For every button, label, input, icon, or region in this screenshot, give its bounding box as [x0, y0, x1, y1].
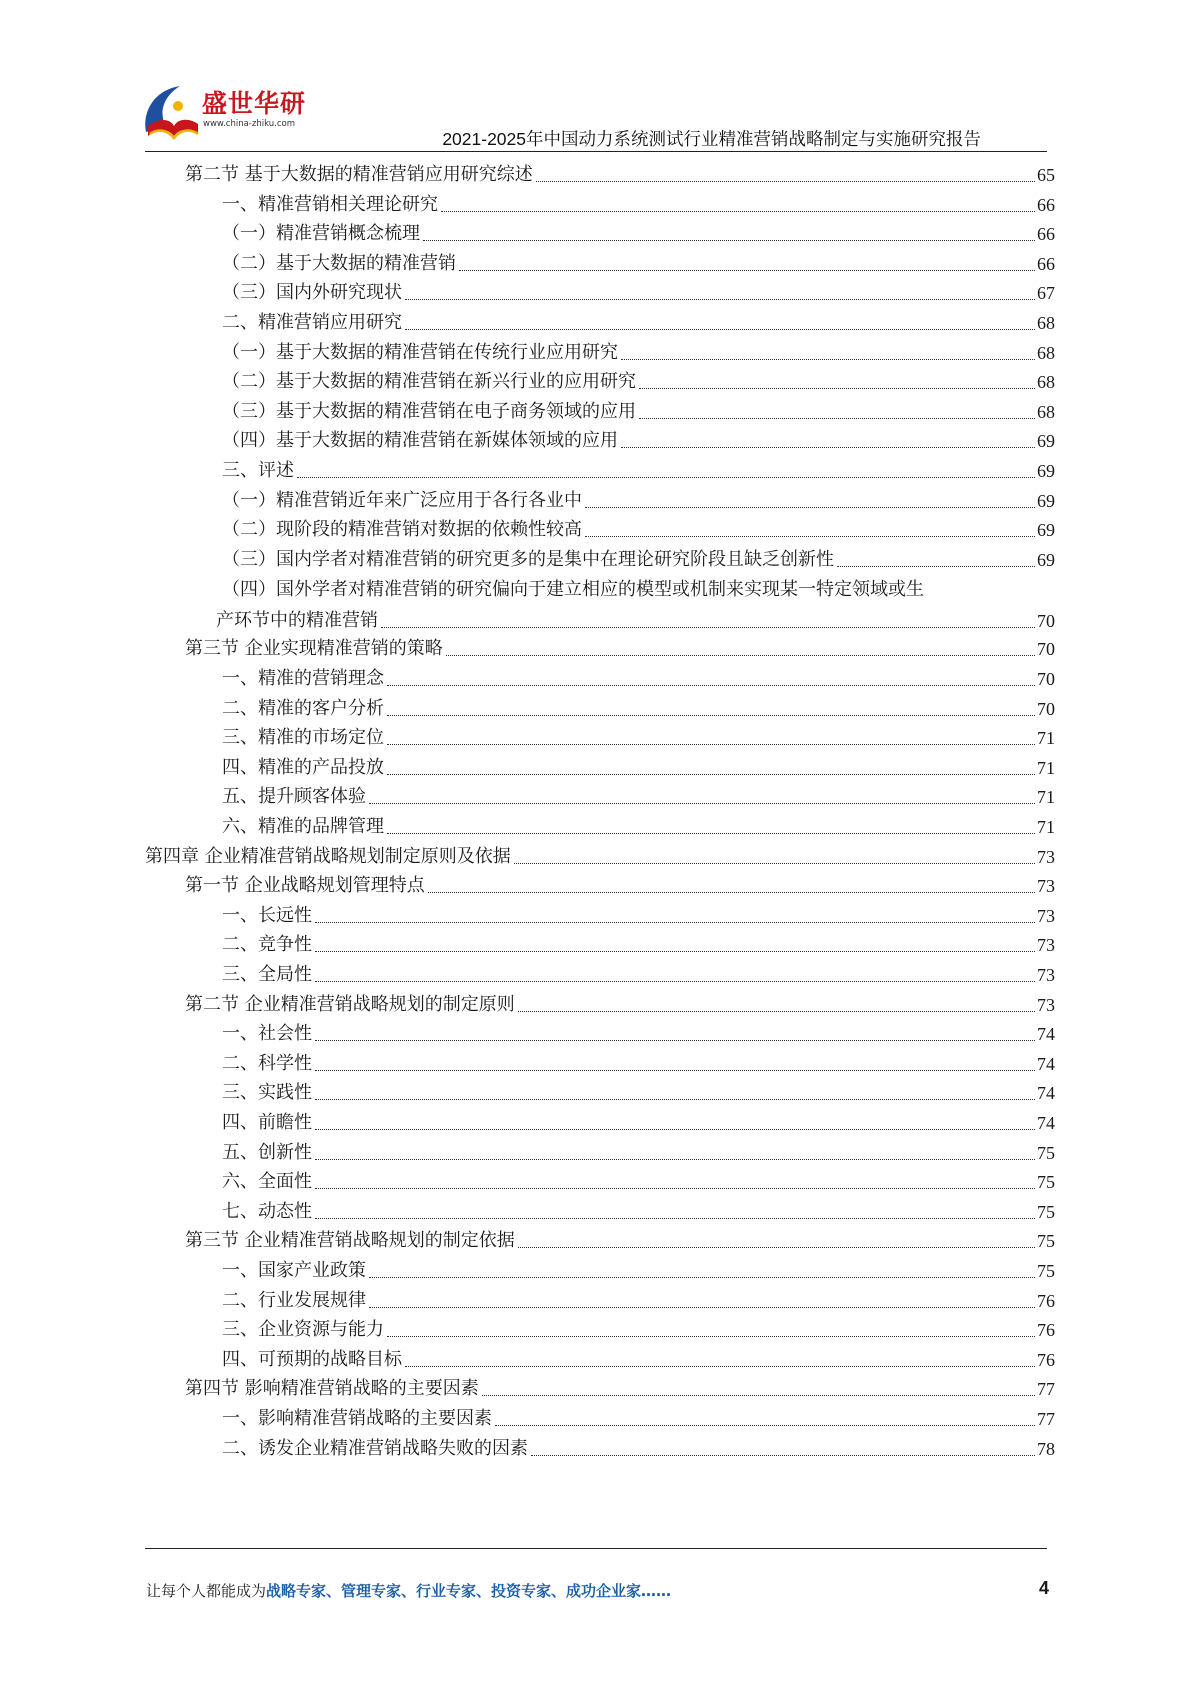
toc-page-number: 75 [1037, 1231, 1055, 1252]
toc-entry-label: 一、精准营销相关理论研究 [222, 193, 438, 215]
toc-entry[interactable] [222, 427, 1055, 455]
toc-page-number: 74 [1037, 1053, 1055, 1074]
toc-leader-dots [369, 1307, 1035, 1308]
toc-entry[interactable] [222, 191, 1055, 219]
toc-page-number: 71 [1037, 817, 1055, 837]
toc-page-number: 70 [1037, 639, 1055, 660]
toc-leader-dots [315, 922, 1035, 923]
toc-entry-label: 二、诱发企业精准营销战略失败的因素 [222, 1437, 528, 1459]
toc-page-number: 76 [1037, 1320, 1055, 1341]
header-divider [145, 151, 1047, 152]
toc-leader-dots [387, 685, 1035, 686]
toc-entry[interactable] [222, 1139, 1055, 1167]
toc-page-number: 76 [1037, 1290, 1055, 1311]
toc-entry[interactable] [222, 813, 1055, 841]
toc-entry[interactable] [222, 1435, 1055, 1463]
toc-page-number: 76 [1037, 1349, 1055, 1370]
toc-entry[interactable] [222, 250, 1055, 278]
toc-page-number: 69 [1037, 431, 1055, 452]
toc-page-number: 73 [1037, 994, 1055, 1015]
toc-leader-dots [405, 1366, 1035, 1367]
toc-leader-dots [446, 655, 1035, 656]
toc-entry[interactable] [185, 161, 1055, 189]
toc-entry[interactable] [222, 309, 1055, 337]
toc-entry-label: 一、长远性 [222, 904, 312, 926]
toc-page-number: 77 [1037, 1409, 1055, 1429]
toc-entry[interactable] [222, 1079, 1055, 1107]
toc-entry[interactable] [222, 1346, 1055, 1374]
toc-leader-dots [387, 774, 1035, 775]
toc-entry-label: （四）基于大数据的精准营销在新媒体领域的应用 [222, 430, 618, 452]
toc-entry-label: （一）基于大数据的精准营销在传统行业应用研究 [222, 341, 618, 363]
toc-leader-dots [482, 1395, 1035, 1396]
toc-entry-label: 一、精准的营销理念 [222, 668, 384, 689]
toc-leader-dots [536, 181, 1035, 182]
toc-leader-dots [837, 566, 1035, 567]
toc-leader-dots [315, 1070, 1035, 1071]
slogan-lead: 让每个人都能成为 [146, 1582, 267, 1600]
toc-leader-dots [387, 744, 1035, 745]
toc-entry-label: 第二节 基于大数据的精准营销应用研究综述 [185, 164, 533, 185]
toc-leader-dots [495, 1425, 1035, 1426]
toc-entry[interactable] [222, 1020, 1055, 1048]
toc-leader-dots [585, 507, 1035, 508]
toc-leader-dots [585, 536, 1035, 537]
toc-entry-label: 二、竞争性 [222, 934, 312, 956]
toc-entry-label: 二、精准营销应用研究 [222, 312, 402, 333]
toc-entry[interactable] [222, 368, 1055, 396]
toc-entry-label: 第三节 企业精准营销战略规划的制定依据 [185, 1230, 515, 1252]
footer-divider [145, 1548, 1047, 1549]
toc-entry[interactable] [222, 961, 1055, 989]
toc-entry-label: 四、前瞻性 [222, 1112, 312, 1133]
toc-entry-label: 五、创新性 [222, 1141, 312, 1163]
toc-entry-label: 一、影响精准营销战略的主要因素 [222, 1408, 492, 1429]
toc-page-number: 74 [1037, 1083, 1055, 1104]
toc-entry[interactable] [185, 635, 1055, 663]
toc-page-number: 75 [1037, 1142, 1055, 1163]
logo-wordmark: 盛世华研 [202, 89, 307, 118]
logo-url: www.china-zhiku.com [203, 119, 295, 129]
toc-leader-dots [405, 329, 1035, 330]
toc-entry[interactable] [222, 398, 1055, 426]
toc-leader-dots [639, 388, 1035, 389]
toc-entry-label: （二）现阶段的精准营销对数据的依赖性较高 [222, 519, 582, 541]
toc-entry-label: （三）国内学者对精准营销的研究更多的是集中在理论研究阶段且缺乏创新性 [222, 548, 834, 570]
toc-leader-dots [405, 299, 1035, 300]
toc-entry-label-cont: 产环节中的精准营销 [216, 610, 378, 632]
toc-page-number: 68 [1037, 342, 1055, 363]
toc-page-number: 73 [1037, 935, 1055, 956]
toc-entry-label: 第四章 企业精准营销战略规划制定原则及依据 [145, 845, 511, 867]
toc-page-number: 66 [1037, 253, 1055, 274]
toc-page-number: 70 [1037, 669, 1055, 689]
toc-entry[interactable] [222, 1168, 1055, 1196]
toc-leader-dots [315, 951, 1035, 952]
toc-entry-label: （三）国内外研究现状 [222, 282, 402, 304]
toc-leader-dots [387, 1336, 1035, 1337]
toc-entry[interactable] [222, 546, 1055, 574]
toc-entry-label: 第四节 影响精准营销战略的主要因素 [185, 1378, 479, 1400]
toc-entry-label: 三、精准的市场定位 [222, 727, 384, 749]
toc-leader-dots [387, 715, 1035, 716]
toc-leader-dots [459, 270, 1035, 271]
company-logo [140, 82, 320, 146]
toc-entry[interactable] [185, 1227, 1055, 1255]
toc-leader-dots [621, 447, 1035, 448]
toc-entry-label: 二、精准的客户分析 [222, 697, 384, 719]
toc-page-number: 73 [1037, 876, 1055, 897]
toc-entry[interactable] [185, 991, 1055, 1019]
toc-page-number: 65 [1037, 165, 1055, 185]
toc-leader-dots [315, 981, 1035, 982]
toc-entry-label: （二）基于大数据的精准营销在新兴行业的应用研究 [222, 371, 636, 393]
toc-entry[interactable] [222, 457, 1055, 485]
toc-page-number: 68 [1037, 372, 1055, 393]
toc-entry-label: 三、企业资源与能力 [222, 1319, 384, 1341]
toc-entry-label: 第二节 企业精准营销战略规划的制定原则 [185, 993, 515, 1015]
toc-leader-dots [315, 1099, 1035, 1100]
toc-leader-dots [428, 892, 1035, 893]
toc-entry[interactable] [222, 783, 1055, 811]
toc-leader-dots [387, 833, 1035, 834]
page-header [0, 0, 1191, 150]
toc-entry[interactable] [222, 1316, 1055, 1344]
page-number: 4 [1038, 1578, 1049, 1598]
toc-entry-label: 四、精准的产品投放 [222, 756, 384, 778]
toc-leader-dots [369, 803, 1035, 804]
toc-entry-label: （一）精准营销概念梳理 [222, 223, 420, 245]
toc-entry[interactable] [185, 872, 1055, 900]
toc-entry-label: 三、全局性 [222, 964, 312, 985]
toc-entry[interactable] [222, 1050, 1055, 1078]
toc-entry[interactable] [222, 279, 1055, 307]
toc-leader-dots [369, 1277, 1035, 1278]
toc-entry[interactable] [222, 695, 1055, 723]
toc-entry[interactable] [222, 1405, 1055, 1433]
toc-entry-label: （一）精准营销近年来广泛应用于各行各业中 [222, 489, 582, 511]
toc-entry[interactable] [222, 931, 1055, 959]
toc-page-number: 78 [1037, 1438, 1055, 1459]
toc-entry-label: 一、国家产业政策 [222, 1260, 366, 1281]
footer-slogan [146, 1580, 671, 1601]
toc-entry-label: 二、科学性 [222, 1052, 312, 1074]
toc-entry-label: 六、全面性 [222, 1171, 312, 1193]
toc-page-number: 75 [1037, 1172, 1055, 1193]
toc-leader-dots [315, 1159, 1035, 1160]
toc-leader-dots [423, 240, 1035, 241]
toc-entry-continuation [216, 605, 1055, 635]
toc-leader-dots [315, 1129, 1035, 1130]
toc-leader-dots [518, 1247, 1035, 1248]
toc-entry[interactable] [222, 487, 1055, 515]
toc-entry-label: 三、实践性 [222, 1082, 312, 1104]
slogan-highlight: 战略专家、管理专家、行业专家、投资专家、成功企业家…… [266, 1582, 672, 1600]
toc-leader-dots [441, 211, 1035, 212]
toc-entry[interactable] [222, 754, 1055, 782]
toc-entry[interactable] [222, 724, 1055, 752]
toc-leader-dots [518, 1011, 1035, 1012]
toc-entry-label: 四、可预期的战略目标 [222, 1348, 402, 1370]
toc-leader-dots [514, 863, 1035, 864]
toc-page-number: 67 [1037, 283, 1055, 304]
toc-page-number: 73 [1037, 846, 1055, 867]
toc-page-number: 73 [1037, 905, 1055, 926]
document-title: 2021-2025年中国动力系统测试行业精准营销战略制定与实施研究报告 [442, 129, 981, 149]
toc-page-number: 68 [1037, 401, 1055, 422]
toc-leader-dots [315, 1188, 1035, 1189]
toc-leader-dots [297, 477, 1035, 478]
toc-entry[interactable] [185, 1375, 1055, 1403]
toc-entry[interactable] [222, 1109, 1055, 1137]
toc-page-number: 66 [1037, 194, 1055, 215]
toc-page-number: 69 [1037, 549, 1055, 570]
toc-leader-dots [531, 1455, 1035, 1456]
toc-leader-dots [639, 418, 1035, 419]
toc-page-number: 75 [1037, 1201, 1055, 1222]
toc-entry-label: 一、社会性 [222, 1023, 312, 1045]
toc-entry-label: 二、行业发展规律 [222, 1289, 366, 1311]
toc-entry[interactable] [222, 220, 1055, 248]
toc-leader-dots [315, 1040, 1035, 1041]
toc-page-number: 69 [1037, 461, 1055, 481]
toc-page-number: 74 [1037, 1113, 1055, 1133]
toc-page-number: 69 [1037, 490, 1055, 511]
toc-entry-label: （四）国外学者对精准营销的研究偏向于建立相应的模型或机制来实现某一特定领域或生 [222, 579, 924, 601]
toc-entry-label: （三）基于大数据的精准营销在电子商务领域的应用 [222, 400, 636, 422]
toc-page-number: 74 [1037, 1024, 1055, 1045]
toc-entry[interactable] [222, 1198, 1055, 1226]
toc-page-number: 71 [1037, 787, 1055, 808]
toc-entry[interactable] [222, 1287, 1055, 1315]
toc-entry-label: 七、动态性 [222, 1200, 312, 1222]
toc-page-number: 69 [1037, 520, 1055, 541]
toc-page-number: 70 [1037, 698, 1055, 719]
toc-entry-label: 第三节 企业实现精准营销的策略 [185, 638, 443, 660]
toc-leader-dots [381, 627, 1035, 628]
toc-entry[interactable] [145, 843, 1055, 871]
toc-page-number: 71 [1037, 757, 1055, 778]
toc-page-number: 75 [1037, 1261, 1055, 1281]
toc-entry-label: （二）基于大数据的精准营销 [222, 252, 456, 274]
toc-page-number: 70 [1037, 611, 1055, 632]
toc-entry[interactable] [222, 902, 1055, 930]
toc-entry[interactable] [216, 575, 1055, 635]
toc-page-number: 73 [1037, 965, 1055, 985]
logo-book-swoosh-icon [140, 82, 202, 146]
toc-entry[interactable] [222, 665, 1055, 693]
toc-entry-label: 第一节 企业战略规划管理特点 [185, 875, 425, 897]
toc-page-number: 68 [1037, 313, 1055, 333]
toc-entry[interactable] [222, 1257, 1055, 1285]
toc-entry[interactable] [222, 516, 1055, 544]
toc-entry-label: 三、评述 [222, 460, 294, 481]
toc-entry[interactable] [222, 339, 1055, 367]
toc-leader-dots [621, 359, 1035, 360]
toc-entry-label: 六、精准的品牌管理 [222, 816, 384, 837]
toc-page-number: 77 [1037, 1379, 1055, 1400]
toc-page-number: 71 [1037, 728, 1055, 749]
toc-page-number: 66 [1037, 224, 1055, 245]
toc-entry-label: 五、提升顾客体验 [222, 786, 366, 808]
toc-leader-dots [315, 1218, 1035, 1219]
